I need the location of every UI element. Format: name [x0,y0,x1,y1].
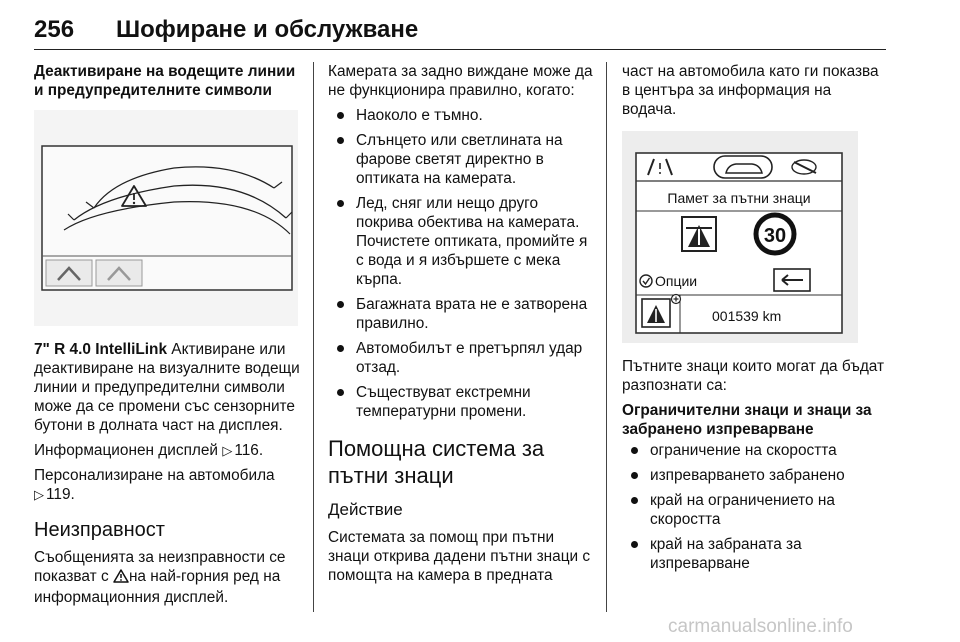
speed-limit-value: 30 [763,225,787,247]
list-item: Автомобилът е претърпял удар отзад. [328,339,598,377]
list-item: изпреварването забранено [622,466,888,485]
recognized-signs-list [622,441,888,573]
page-header [34,10,886,50]
column-3 [622,62,888,579]
action-paragraph: Системата за помощ при пътни знаци открива дадени пътни знаци с помощта на камера в предната [328,529,591,584]
list-item: край на ограничението на скоростта [622,491,888,529]
list-item: Багажната врата не е затворена правилно. [328,295,598,333]
camera-limitations-intro: Камерата за задно виждане може да не функционира правилно, когато: [328,63,593,99]
warning-triangle-icon [113,569,129,588]
driver-info-display-svg [622,131,858,343]
page-title: Шофиране и обслужване [116,16,419,43]
fault-heading: Неизправност [34,519,165,541]
guidelines-toggle-button[interactable] [46,260,92,286]
list-item: Съществуват екстремни температурни промени. [328,383,598,421]
info-display-page-link[interactable]: 116. [234,442,264,459]
page-reference-icon: ▷ [34,487,44,502]
page-number: 256 [34,16,75,43]
intellilink-paragraph [34,340,302,435]
column-1 [34,62,302,613]
fault-paragraph [34,548,302,607]
options-label[interactable]: Опции [655,273,698,289]
guideline-heading: Деактивиране на водещите линии и предупредителните символи [34,63,296,99]
warning-symbols-toggle-button[interactable] [96,260,142,286]
intellilink-text: Активиране или деактивиране на визуалните водещи линии и предупредителни символи може да се промени със сензорните бутони в долната част на дисплея. [34,341,300,434]
restriction-signs-heading: Ограничителни знаци и знаци за забранено изпреварване [622,402,872,438]
column-divider [606,62,607,612]
traffic-sign-display-illustration [622,131,858,343]
info-display-reference-text: Информационен дисплей [34,442,223,459]
column-2 [328,62,598,591]
personalization-reference-text: Персонализиране на автомобила [34,467,275,484]
page-reference-icon: ▷ [222,443,233,458]
rear-camera-illustration [34,110,298,326]
traffic-sign-assistant-heading: Помощна система за пътни знаци [328,436,545,488]
list-item: Лед, сняг или нещо друго покрива обектива на камерата. Почистете оптиката, промийте я с вода и я избършете с мека кърпа. [328,194,598,289]
display-title: Памет за пътни знаци [667,190,811,206]
odometer-readout: 001539 km [712,308,782,324]
list-item: Слънцето или светлината на фарове светят директно в оптиката на камерата. [328,131,598,188]
column-divider [313,62,314,612]
personalization-reference [34,466,302,504]
speed-limit-sign-icon [756,215,794,253]
no-overtaking-sign-icon [682,217,716,251]
plus-indicator-icon [672,295,681,304]
camera-limitations-list [328,106,598,421]
fault-text-a: Съобщенията за неизправности се показват с [34,549,286,585]
info-display-reference [34,441,302,460]
continuation-paragraph: част на автомобила като ги показва в центъра за информация на водача. [622,63,879,118]
vehicle-tab-icon[interactable] [714,156,772,178]
watermark: carmanualsonline.info [668,616,853,637]
intellilink-model: 7" R 4.0 IntelliLink [34,341,168,358]
list-item: Наоколо е тъмно. [328,106,598,125]
action-subheading: Действие [328,500,403,519]
list-item: край на забраната за изпреварване [622,535,888,573]
personalization-page-link[interactable]: 119. [46,486,75,503]
no-overtaking-mini-sign-icon [642,299,670,327]
fault-text-b: на най-горния ред на информационния дисплей. [34,568,281,606]
list-item: ограничение на скоростта [622,441,888,460]
recognized-signs-intro: Пътните знаци които могат да бъдат разпознати са: [622,358,885,394]
rear-camera-display-svg [34,110,298,326]
